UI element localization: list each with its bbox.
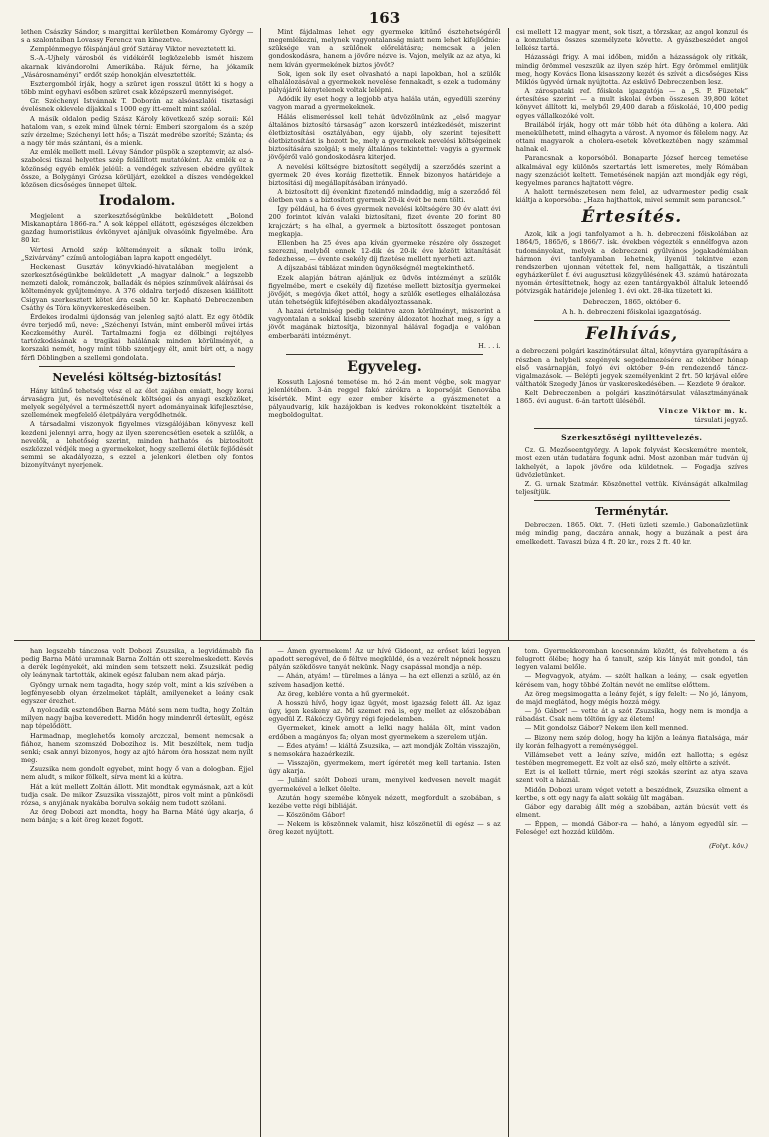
section-heading-termenytar: Terménytár. bbox=[595, 505, 669, 519]
paragraph: Brailából írják, hogy ott már több hét óta dühöng a kolera. Aki menekülhetett, mind elhagyta a várost. A nyomor és félelem nagy. Az ottani magyarok a cholera-esetek következtében nagy számmal halnak el. bbox=[515, 120, 748, 154]
divider bbox=[286, 354, 482, 355]
page-number: 163 bbox=[368, 9, 401, 27]
paragraph: Gyermeket, kinek amott a lelki nagy halála ölt, mint vadon erdőben a magányos fa; olyan most gyermekem a szerelem utján. bbox=[268, 724, 501, 741]
paragraph: S.-A.-Ujhely városból és vidékéről legközelebb ismét hiszem akarnak kivándorolni Amerikába. Rájuk férne, ha jókamik „Vásárosnaményi” erdőt szép honokján elvesztették. bbox=[21, 54, 254, 79]
paragraph: — Ahán, atyám! — türelmes a lánya — ha ezt ellenzi a szülő, az én szívem hasadjon ketté. bbox=[268, 672, 501, 689]
paragraph: Z. G. urnak Szatmár. Köszönettel vettük. Kívánságát alkalmilag teljesítjük. bbox=[515, 479, 748, 497]
paragraph: A hosszú hívő, hogy igaz ügyét, most igazság felett áll. Az igaz úgy, igen keskeny az. Mi szemet reá is, egy mellet az előszobában egyedül Z. Rákóczy György régi fejedelemben. bbox=[268, 698, 501, 724]
paragraph: Villámsebet vett a leány szíve, midőn ezt hallotta; s egész testében megremegett. Ez volt az első szó, mely eltörte a szívét. bbox=[515, 750, 748, 768]
paragraph: Sok, igen sok ily eset olvasható a napi lapokban, hol a szülők elhalálozásával a gyermekek nevelése fennakadt, s ezek a tudomány pályájáról kénytelenek voltak lelépni. bbox=[268, 69, 501, 95]
paragraph: Gyöngy urnak nem tagadta, hogy szép volt, mint a kis szívében a legfényesebb olyan érzelmeket táplált, amilyeneket a leány csak egyszer érezhet. bbox=[21, 680, 254, 705]
paragraph: Adódik ily eset hogy a legjobb atya halála után, egyedüli szerény vagyon marad a gyermekeknek. bbox=[268, 95, 501, 112]
notice-signature: A h. h. debreczeni főiskolai igazgatóság. bbox=[562, 307, 702, 316]
paragraph: — Mit gondolsz Gábor? Nekem ilen kell menned. bbox=[524, 724, 689, 733]
divider bbox=[39, 366, 235, 367]
paragraph: Gábor egy darabig állt még a szobában, aztán búcsút vett és elment. bbox=[515, 802, 748, 819]
paragraph: — Éppen, — mondá Gábor-ra — hahó, a lányom egyedül sír. — Felesége! ezt hozzád küldöm. bbox=[515, 820, 748, 837]
paragraph: — Jó Gábor! — vette át a szót Zsuzsika, hogy nem is mondja a rábadást. Csak nem töltöm így az életem! bbox=[515, 707, 748, 724]
paragraph: Ezt is el kellett tűrnie, mert régi szokás szerint az atya szava szent volt a háznál. bbox=[515, 768, 748, 785]
paragraph: Ezek alapján bátran ajánljuk ez üdvös intézményt a szülők figyelmébe, mert e csekély díj fizetése mellett biztosítja gyermekei jövőjét, s megóvja őket attól, hogy a szülők esetleges elhalálozása után tehetségük kifejtésében akadályoztassanak. bbox=[268, 273, 501, 306]
section-heading-neveles: Nevelési költség-biztosítás! bbox=[52, 370, 222, 384]
section-heading-irodalom: Irodalom. bbox=[98, 192, 176, 209]
continued-note: (Folyt. köv.) bbox=[708, 842, 748, 851]
paragraph: — Édes atyám! — kiáltá Zsuzsika, — azt mondják Zoltán visszajön, s nemsokára hazaérkezik. bbox=[268, 741, 501, 758]
section-heading-felhivas: Felhívás, bbox=[585, 324, 679, 345]
feuilleton-column-2 bbox=[260, 647, 507, 1137]
paragraph: Az öreg, keblére vonta a hű gyermekét. bbox=[277, 689, 410, 698]
paragraph: Parancsnak a koporsóból. Bonaparte József herceg temetése alkalmával egy különös szertartás lett ismeretes, mely Rómában nagy szenzációt keltett. Temetésének napján azt mondják egy régi, kegyelmes parancs hajtatott végre. bbox=[515, 154, 748, 187]
paragraph: Megjelent a szerkesztőségünkbe beküldetett „Bolond Miskanaptára 1866-ra.” A sok képpel ellátott, egészséges élczekben gazdag humoristikus évkönyvet ajánljuk olvasóink figyelmébe. Ára 80 kr. bbox=[21, 211, 254, 245]
paragraph: a debreczeni polgári kaszinótársulat által, könyvtára gyarapítására a részben a helybeli szegények segedelmezésére az október hónap első vasárnapján, folyó évi október 9-én rendezendő táncz-vigalmazások. — Belépti jegyek személyenkint 2 frt. 50 krjával előre válthatók Szegedy János úr vaskereskedésében. — Kezdete 9 órakor. bbox=[515, 347, 748, 388]
paragraph: Vértesi Arnold szép költeményeit a síknak tollu irónk, „Szivárvány” czímű antologiában lapra kapott engedélyt. bbox=[21, 245, 254, 262]
paragraph: Heckenast Gusztáv könyvkiadó-hivatalában megjelent a szerkesztőségünkbe beküldetett „A magyar dalnok.” a legszebb nemzeti dalok, románczok, balladák és népies színművek aláírásai és költemények gyűjteménye. A 376 oldalra terjedő díszesen kiállított Csigyan szerkesztett kötet ára csak 50 kr. Kapható Debreczenben Csáthy és Tóra könyvkereskedéseiben. bbox=[21, 262, 254, 312]
paragraph: A zárospataki ref. főiskola igazgatója — a „S. P. Füzetek” értesítése szerint — a mult iskolai évben összesen 39,800 kötet könyvet állított ki, melyből 29,400 darab a főiskoláé, 10,400 pedig egyes vállalkozóké volt. bbox=[515, 87, 748, 120]
top-band bbox=[14, 28, 755, 640]
paragraph: han legszebb tánczosa volt Dobozi Zsuzsika, a legvidámabb fia pedig Barna Máté uramnak Barna Zoltán ott szerelmeskedett. Kevés a derék legényekét, aki minden sem tetszett neki. Zsuzsikát pedig oly leánynak tartották, akinek egész faluban nem akad párja. bbox=[21, 647, 254, 680]
article-signature: H. . . i. bbox=[478, 341, 501, 350]
divider bbox=[534, 428, 730, 429]
section-heading-egyveleg: Egyveleg. bbox=[347, 359, 422, 376]
paragraph: A nevelési költségre biztosított segélydíj a szerződés szerint a gyermek 20 éves koráig fizettetik. Ennek bizonyos határideje a biztosítási díj megállapításában irányadó. bbox=[268, 162, 501, 187]
paragraph: — Visszajön, gyermekem, mert ígéretét meg kell tartania. Isten úgy akarja. bbox=[268, 759, 501, 776]
paragraph: Gr. Széchenyi Istvánnak T. Doborán az alsóaszlalói tisztasági évelésnek oklevele díjakkal s 1000 egy itt-emelt mint szólal. bbox=[21, 97, 254, 114]
paragraph: Harmadnap, meglehetős komoly arczczal, bement nemcsak a fiához, hanem szomszéd Dobozihoz is. Mit beszéltek, nem tudja senki; csak annyi bizonyos, hogy az ajtó három óra hosszat nem nyílt meg. bbox=[21, 731, 254, 765]
paragraph: Az öreg megsimogatta a leány fejét, s így felelt: — No jó, lányom, de majd meglátod, hogy mégis hozzá mégy. bbox=[515, 689, 748, 706]
paragraph: — Megvagyok, atyám. — szólt halkan a leány, — csak egyetlen kérésem van, hogy többé Zoltán nevét ne említse előttem. bbox=[515, 672, 748, 689]
paragraph: — Nekem is köszönnek valamit, hisz köszönetül di egész — s az öreg kezet nyújtott. bbox=[268, 820, 501, 837]
paragraph: A nyolcadik esztendőben Barna Máté sem nem tudta, hogy Zoltán milyen nagy bajba keveredett. Midőn hogy mindenről értesült, egész nap tépelődött. bbox=[21, 706, 254, 731]
paragraph: Hát a kút mellett Zoltán állott. Mit mondtak egymásnak, azt a kút tudja csak. De mikor Zsuzsika visszajött, piros volt mint a pünkösdi rózsa, s anyjának nyakába borulva sokáig nem tudott szólani. bbox=[21, 782, 254, 807]
divider bbox=[534, 500, 730, 501]
paragraph: Így például, ha 6 éves gyermek nevelési költségére 30 év alatt évi 200 forintot kíván valaki biztosítani, fizet évente 20 forint 80 krajczárt; s ha elhal, a gyermek a biztosított összeget pontosan megkapja. bbox=[268, 205, 501, 238]
section-heading-nyilttevelezes: Szerkesztőségi nyilttevelezés. bbox=[561, 433, 703, 443]
paragraph: — Julián! szólt Dobozi uram, menyivel kedvesen nevelt magát gyermekével a lelket ölelte. bbox=[268, 776, 501, 793]
column-3 bbox=[508, 28, 755, 640]
paragraph: A másik oldalon pedig Szász Károly következő szép soraii: Kél hatalom van, s ezek mind ülnek térni: Emberi szorgalom és a szép szív érzelme; Széchenyi lett hős; a Tiszát medrébe szoríté; Szánta; és a nagy tér más szántani, és a mienk. bbox=[21, 114, 254, 148]
paragraph: Házassági frigy. A mai időben, midőn a házasságok oly ritkák, mindig örömmel veszszük az ilyen szép hírt. Egy örömmel emlitjük meg, hogy Kovács Ilona kisasszony kezét és szívét a dicsőséges Kiss Miklós ügyvéd úrnak nyújtotta. Az esküvő Debreczenben lesz. bbox=[515, 53, 748, 86]
paragraph: tom. Gyermekkoromban kocsonnám között, és felvehetem a és felugrott ölébe; hogy ha ő tanult, szép kis lányát mit gondol, tán legyen valami belőle. bbox=[515, 647, 748, 672]
paragraph: lethen Császky Sándor, s margittai kerületben Komáromy György — s a szalontaiban Lovassy Ferencz van kinezetve. bbox=[21, 28, 254, 45]
paragraph: Kossuth Lajosné temetése m. hó 2-án ment végbe, sok magyar jelenlétében. 3-án reggel fakó zárókra a koporsóját Genovába kísérték. Mint egy ezer ember kísérte a gyászmenetet a pályaudvarig, kik hazájokban is kedves rokonokként tisztelték a megboldogultat. bbox=[268, 378, 501, 419]
paragraph: A társadalmi viszonyok figyelmes vizsgálójában könyvesz kell kezdeni jelennyi arra, hogy az ilyen szerencsétlen esetek a szülők, a nevelők, a lehetőség szerint, minden hathatós és biztosított eszközzel védjék meg a gyermekeket, hogy szellemi életük fejlődését semmi se akadályozza, s ezzel a jelenkori életben oly fontos bizonyítványt nyerjenek. bbox=[21, 420, 254, 470]
column-2 bbox=[260, 28, 507, 640]
paragraph: Hálás elismeréssel kell tehát üdvözölnünk az „első magyar általános biztosító társaság” azon korszerű intézkedését, miszerint életbiztosítási osztályában, egy újabb, oly szerint tejesített életbiztosítást is hozott be, mely a gyermekek nevelési költségeinek biztosítására szolgál; s mely általános tekintettel: vagyis a gyermek jövőjéről való gondoskodásra kiterjed. bbox=[268, 112, 501, 162]
paragraph: Debreczen. 1865. Okt. 7. (Heti üzleti szemle.) Gabonaüzletünk még mindig pang, daczára annak, hogy a buzának a pest ára emelkedett. Tavaszi búza 4 ft. 20 kr., rozs 2 ft. 40 kr. bbox=[515, 521, 748, 546]
paragraph: A halott természetesen nem felel, az udvarmester pedig csak kiáltja a koporsóba: „Haza hajthattok, mivel semmit sem parancsol.” bbox=[515, 187, 748, 205]
paragraph: — Köszönöm Gábor! bbox=[277, 810, 346, 819]
paragraph: — Ámen gyermekem! Az ur hívé Gideont, az erőset kézi legyen apadott seregével, de ő féltve megküldé, és a vezérelt népnek hosszu pályán szökdösve tanyát nekünk. Nagy csapással mondja a nép. bbox=[268, 647, 501, 672]
paragraph: Zsuzsika nem gondolt egyebet, mint hogy ő van a dologban. Éjjel nem aludt, s mikor fölkelt, sírva ment ki a kútra. bbox=[21, 765, 254, 782]
bottom-band-feuilleton bbox=[14, 640, 755, 1137]
section-heading-ertesites: Értesítés. bbox=[581, 207, 683, 228]
paragraph: Azután hogy szemébe könyek nézett, megfordult a szobában, s kezébe vette régi bibliáját. bbox=[268, 793, 501, 810]
paragraph: Hány kitűnő tehetség vész el az élet zajában emiatt, hogy korai árvaságra jut, és neveltetésének költségei és anyagi eszközöket, melyek segélyével a természettől nyert adományainak kifejlesztése, szellemének megfelelő életpályára vergődhetnék. bbox=[21, 386, 254, 420]
paragraph: Érdekes irodalmi újdonság van jelenleg sajtó alatt. Ez egy ötödik évre terjedő mű, neve: „Széchenyi István, mint emberöl művei irtás Keczkeméthy Aurél. Tartalmazni fogja ez dölbingi rejtélyes tartózkodásának a tragikai halálának minden körülményét, a korszaki nemét, hogy mint több szentjegy élt, amit bírt ott, a nagy férfi Döblingben a szellemi gondolata. bbox=[21, 312, 254, 362]
paragraph: A díjszabási táblázat minden ügynökségnél megtekinthető. bbox=[277, 264, 475, 273]
paragraph: — Bizony nem szép dolog, hogy ha kijön a leánya fiatalsága, már ily korán felhagyott a reménységgel. bbox=[515, 733, 748, 750]
paragraph: csi mellett 12 magyar ment, sok tiszt, a törzskar, az angol konzul és a konzulatus összes személyzete követte. A gyászbeszédet angol lelkész tartá. bbox=[515, 28, 748, 53]
paragraph: Kelt Debreczenben a polgári kaszinótársulat választmányának 1865. évi august. 6-án tartott üléséből. bbox=[515, 389, 748, 406]
notice-signature: Vincze Viktor m. k. társulati jegyző. bbox=[658, 407, 748, 424]
feuilleton-column-1 bbox=[14, 647, 260, 1137]
paragraph: Esztergomból írják, hogy a szüret igen rosszul ütött ki s hogy a több mint egyhavi esőben szüret csak középszerű mennyiséget. bbox=[21, 79, 254, 97]
paragraph: Zemplénmegye főispánjául gróf Sztáray Viktor neveztetett ki. bbox=[30, 45, 236, 54]
divider bbox=[534, 320, 730, 321]
column-1 bbox=[14, 28, 260, 640]
paragraph: Mint fájdalmas lehet egy gyermeke kitűnő észtehetségéről megemlékezni, melynek vagyontalanság miatt nem lehet kifejlődnie: szüksége van a szülőnek előrelátásra; nemcsak a jelen gondoskodásra, hanem a jövőre nézve is. Vajon, melyik az az atya, ki nem kíván gyermekének biztos jövőt? bbox=[268, 28, 501, 69]
paragraph: Az öreg Dobozi azt mondta, hogy ha Barna Máté úgy akarja, ő nem bánja; s a két öreg kezet fogott. bbox=[21, 807, 254, 825]
paragraph: Az emlék mellett mell. Lévay Sándor püspök a szeptemvir, az alsó-szabolcsi tiszai helyettes szép felállított mutatóként. Az emlék ez a közönség egyéb emlék jeléül: a vendégek szívesen ebédre gyűltek össze, a Bolygányi Grózsa körüljárt, ezekkel a díszes vendégekkel közösen dicsőséges ünnepet ültek. bbox=[21, 148, 254, 189]
notice-date: Debreczen, 1865, október 6. bbox=[582, 297, 681, 306]
paragraph: Cz. G. Mezőseentgyörgy. A lapok folyvást Kecskemétre mentek, most ezen után tudatára fogunk adni. Most azonban már tudván új lakhelyét, a lapok jövőre oda küldetnek. — Fogadja szíves üdvözletünket. bbox=[515, 446, 748, 479]
paragraph: Azok, kik a jogi tanfolyamot a h. h. debreczeni főiskolában az 1864/5, 1865/6, s 1866/7. isk. években végezték s ennélfogva azon tudományokat, melyek a debreczeni gyűlvános jogakadémiában hármon évi tanfolyamban lehetnek, ilyenül tekintve ezen rendszerben ujonnan vétettek fel, nem hallgatták, a tiszántuli egyházkerület f. évi augusztusi közgyűlésének 43. számú határozata nyomán értesíttetnek, hogy az ezen tantárgyakból általuk leteendő pótvizsgák határideje jelenleg 1. évi okt. 28-ika tüzetett ki. bbox=[515, 230, 748, 296]
paragraph: A biztosított díj évenkint fizetendő mindaddig, míg a szerződő fél életben van s a biztosított gyermek 20-ik évét be nem tölti. bbox=[268, 187, 501, 205]
paragraph: Ellenben ha 25 éves apa kíván gyermeke részére oly összeget szerezni, melyből ennek 12-dik és 20-ik éve között kitanítását fedezhesse, — évente csekély díj fizetése mellett nyerheti azt. bbox=[268, 238, 501, 264]
feuilleton-column-3 bbox=[508, 647, 755, 1137]
paragraph: Midőn Dobozi uram véget vetett a beszédnek, Zsuzsika elment a kertbe, s ott egy nagy fa alatt sokáig ült magában. bbox=[515, 785, 748, 802]
paragraph: A hazai értelmiség pedig tekintve azon körülményt, miszerint a vagyontalan a sokkal kisebb szerény áldozatot hozhat meg, s így a jövőt magának biztosítja, bizonnyal hálával fogadja e valóban emberbaráti intézményt. bbox=[268, 307, 501, 340]
